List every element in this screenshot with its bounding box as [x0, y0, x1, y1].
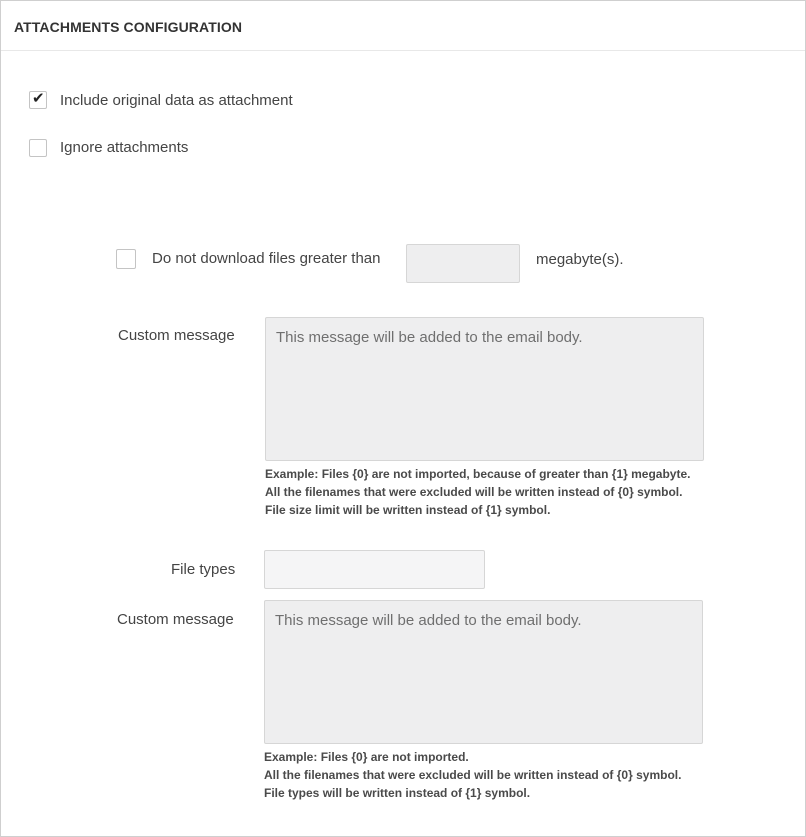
size-limit-label[interactable]: Do not download files greater than	[152, 250, 381, 267]
types-custom-message-textarea[interactable]	[264, 600, 703, 744]
panel-header	[1, 1, 805, 51]
size-limit-unit: megabyte(s).	[536, 251, 624, 268]
types-custom-message-placeholder: This message will be added to the email body.	[275, 612, 582, 629]
size-help-line-1: Example: Files {0} are not imported, because of greater than {1} megabyte.	[265, 467, 691, 481]
types-help-line-2: All the filenames that were excluded will be written instead of {0} symbol.	[264, 768, 682, 782]
size-custom-message-placeholder: This message will be added to the email body.	[276, 329, 583, 346]
types-help-line-3: File types will be written instead of {1} symbol.	[264, 786, 531, 800]
size-custom-message-textarea[interactable]	[265, 317, 704, 461]
size-help-line-3: File size limit will be written instead of {1} symbol.	[265, 503, 551, 517]
size-help-line-2: All the filenames that were excluded will be written instead of {0} symbol.	[265, 485, 683, 499]
include-original-checkbox[interactable]	[29, 91, 47, 109]
size-custom-message-label: Custom message	[118, 327, 235, 344]
ignore-attachments-checkbox[interactable]	[29, 139, 47, 157]
size-message-help	[265, 465, 690, 519]
ignore-attachments-label[interactable]: Ignore attachments	[60, 139, 189, 156]
file-types-input[interactable]	[264, 550, 485, 589]
include-original-label[interactable]: Include original data as attachment	[60, 92, 293, 109]
types-message-help	[264, 748, 681, 802]
panel-title: ATTACHMENTS CONFIGURATION	[14, 19, 243, 35]
size-limit-checkbox[interactable]	[116, 249, 136, 269]
checkmark-icon: ✔	[32, 90, 45, 107]
types-help-line-1: Example: Files {0} are not imported.	[264, 750, 469, 764]
file-types-label: File types	[171, 561, 236, 578]
size-limit-input[interactable]	[406, 244, 520, 283]
types-custom-message-label: Custom message	[117, 611, 234, 628]
